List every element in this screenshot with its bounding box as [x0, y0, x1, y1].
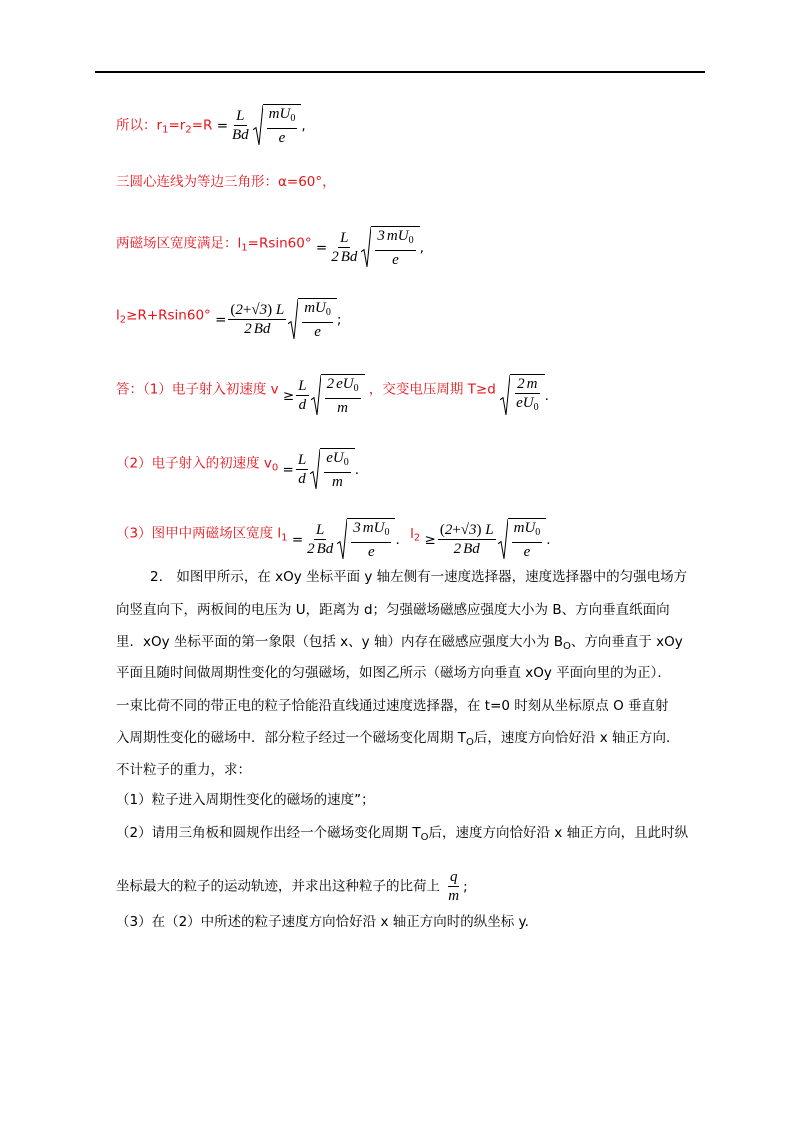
- question-3: （3）在（2）中所述的粒子速度方向恰好沿 x 轴正方向时的纵坐标 y.: [116, 914, 529, 930]
- question-2-line-2: 坐标最大的粒子的运动轨迹，并求出这种粒子的比荷上 $\frac{q}{m}$ ;: [116, 869, 468, 904]
- problem-2-line-7: 不计粒子的重力，求：: [116, 762, 251, 778]
- solution-line-radius: 所以：$r_1=r_2=R$ = $\frac{L}{Bd}$ $\frac{mU_0}{e}$ ,: [116, 106, 306, 146]
- answer-3: （3）图甲中两磁场区宽度 $l_1$ = $\frac{L}{2 Bd}$ $\frac{3 mU_0}{e}$ . $l_2$ ≥ $\frac{(2+√3) L}{2 Bd}$ $\frac{mU_0}{e}$ .: [116, 520, 551, 560]
- header-rule: [95, 71, 705, 73]
- problem-2-line-5: 一束比荷不同的带正电的粒子恰能沿直线通过速度选择器，在 t=0 时刻从坐标原点 O 垂直射: [116, 698, 669, 714]
- sqrt-mU0-over-e: $\frac{mU_0}{e}$: [253, 104, 302, 147]
- problem-2-line-2: 向竖直向下，两板间的电压为 U，距离为 d；匀强磁场磁感应强度大小为 B、方向垂直纸面向: [116, 602, 670, 618]
- question-1: （1）粒子进入周期性变化的磁场的速度”；: [116, 792, 375, 808]
- solution-line-l2: $l_2\ge R+Rsin60^\circ$ = $\frac{(2+√3) L}{2 Bd}$ $\frac{mU_0}{e}$ ;: [116, 300, 342, 340]
- problem-2-line-3: 里．xOy 坐标平面的第一象限（包括 x、y 轴）内存在磁感应强度大小为 $B_O$、方向垂直于 xOy: [116, 634, 683, 652]
- problem-2-line-4: 平面且随时间做周期性变化的匀强磁场，如图乙所示（磁场方向垂直 xOy 平面向里的为正）．: [116, 665, 671, 681]
- question-2-line-1: （2）请用三角板和圆规作出经一个磁场变化周期 $T_O$后，速度方向恰好沿 x 轴正方向，且此时纵: [116, 825, 689, 843]
- fraction-L-over-Bd: $\frac{L}{Bd}$: [232, 108, 249, 143]
- problem-2-line-6: 入周期性变化的磁场中．部分粒子经过一个磁场变化周期 $T_O$后，速度方向恰好沿 x 轴正方向．: [116, 730, 680, 748]
- solution-line-angle: 三圆心连线为等边三角形：α=60°，: [116, 174, 336, 190]
- fraction-q-over-m: $\frac{q}{m}$: [448, 869, 460, 904]
- answer-2: （2）电子射入的初速度 $v_0$ = $\frac{L}{d}$ $\frac{eU_0}{m}$ .: [116, 450, 359, 490]
- answer-1: 答：（1）电子射入初速度 v ≥ $\frac{L}{d}$ $\frac{2 eU_0}{m}$ ，交变电压周期 T≥d $\frac{2 m}{eU_0}$ .: [116, 376, 549, 416]
- solution-line-l1: 两磁场区宽度满足：$l_1=Rsin60^\circ$ = $\frac{L}{2 Bd}$ $\frac{3 mU_0}{e}$ ,: [116, 228, 424, 268]
- problem-2-line-1: 2. 如图甲所示，在 xOy 坐标平面 y 轴左侧有一速度选择器，速度选择器中的匀强电场方: [150, 569, 688, 585]
